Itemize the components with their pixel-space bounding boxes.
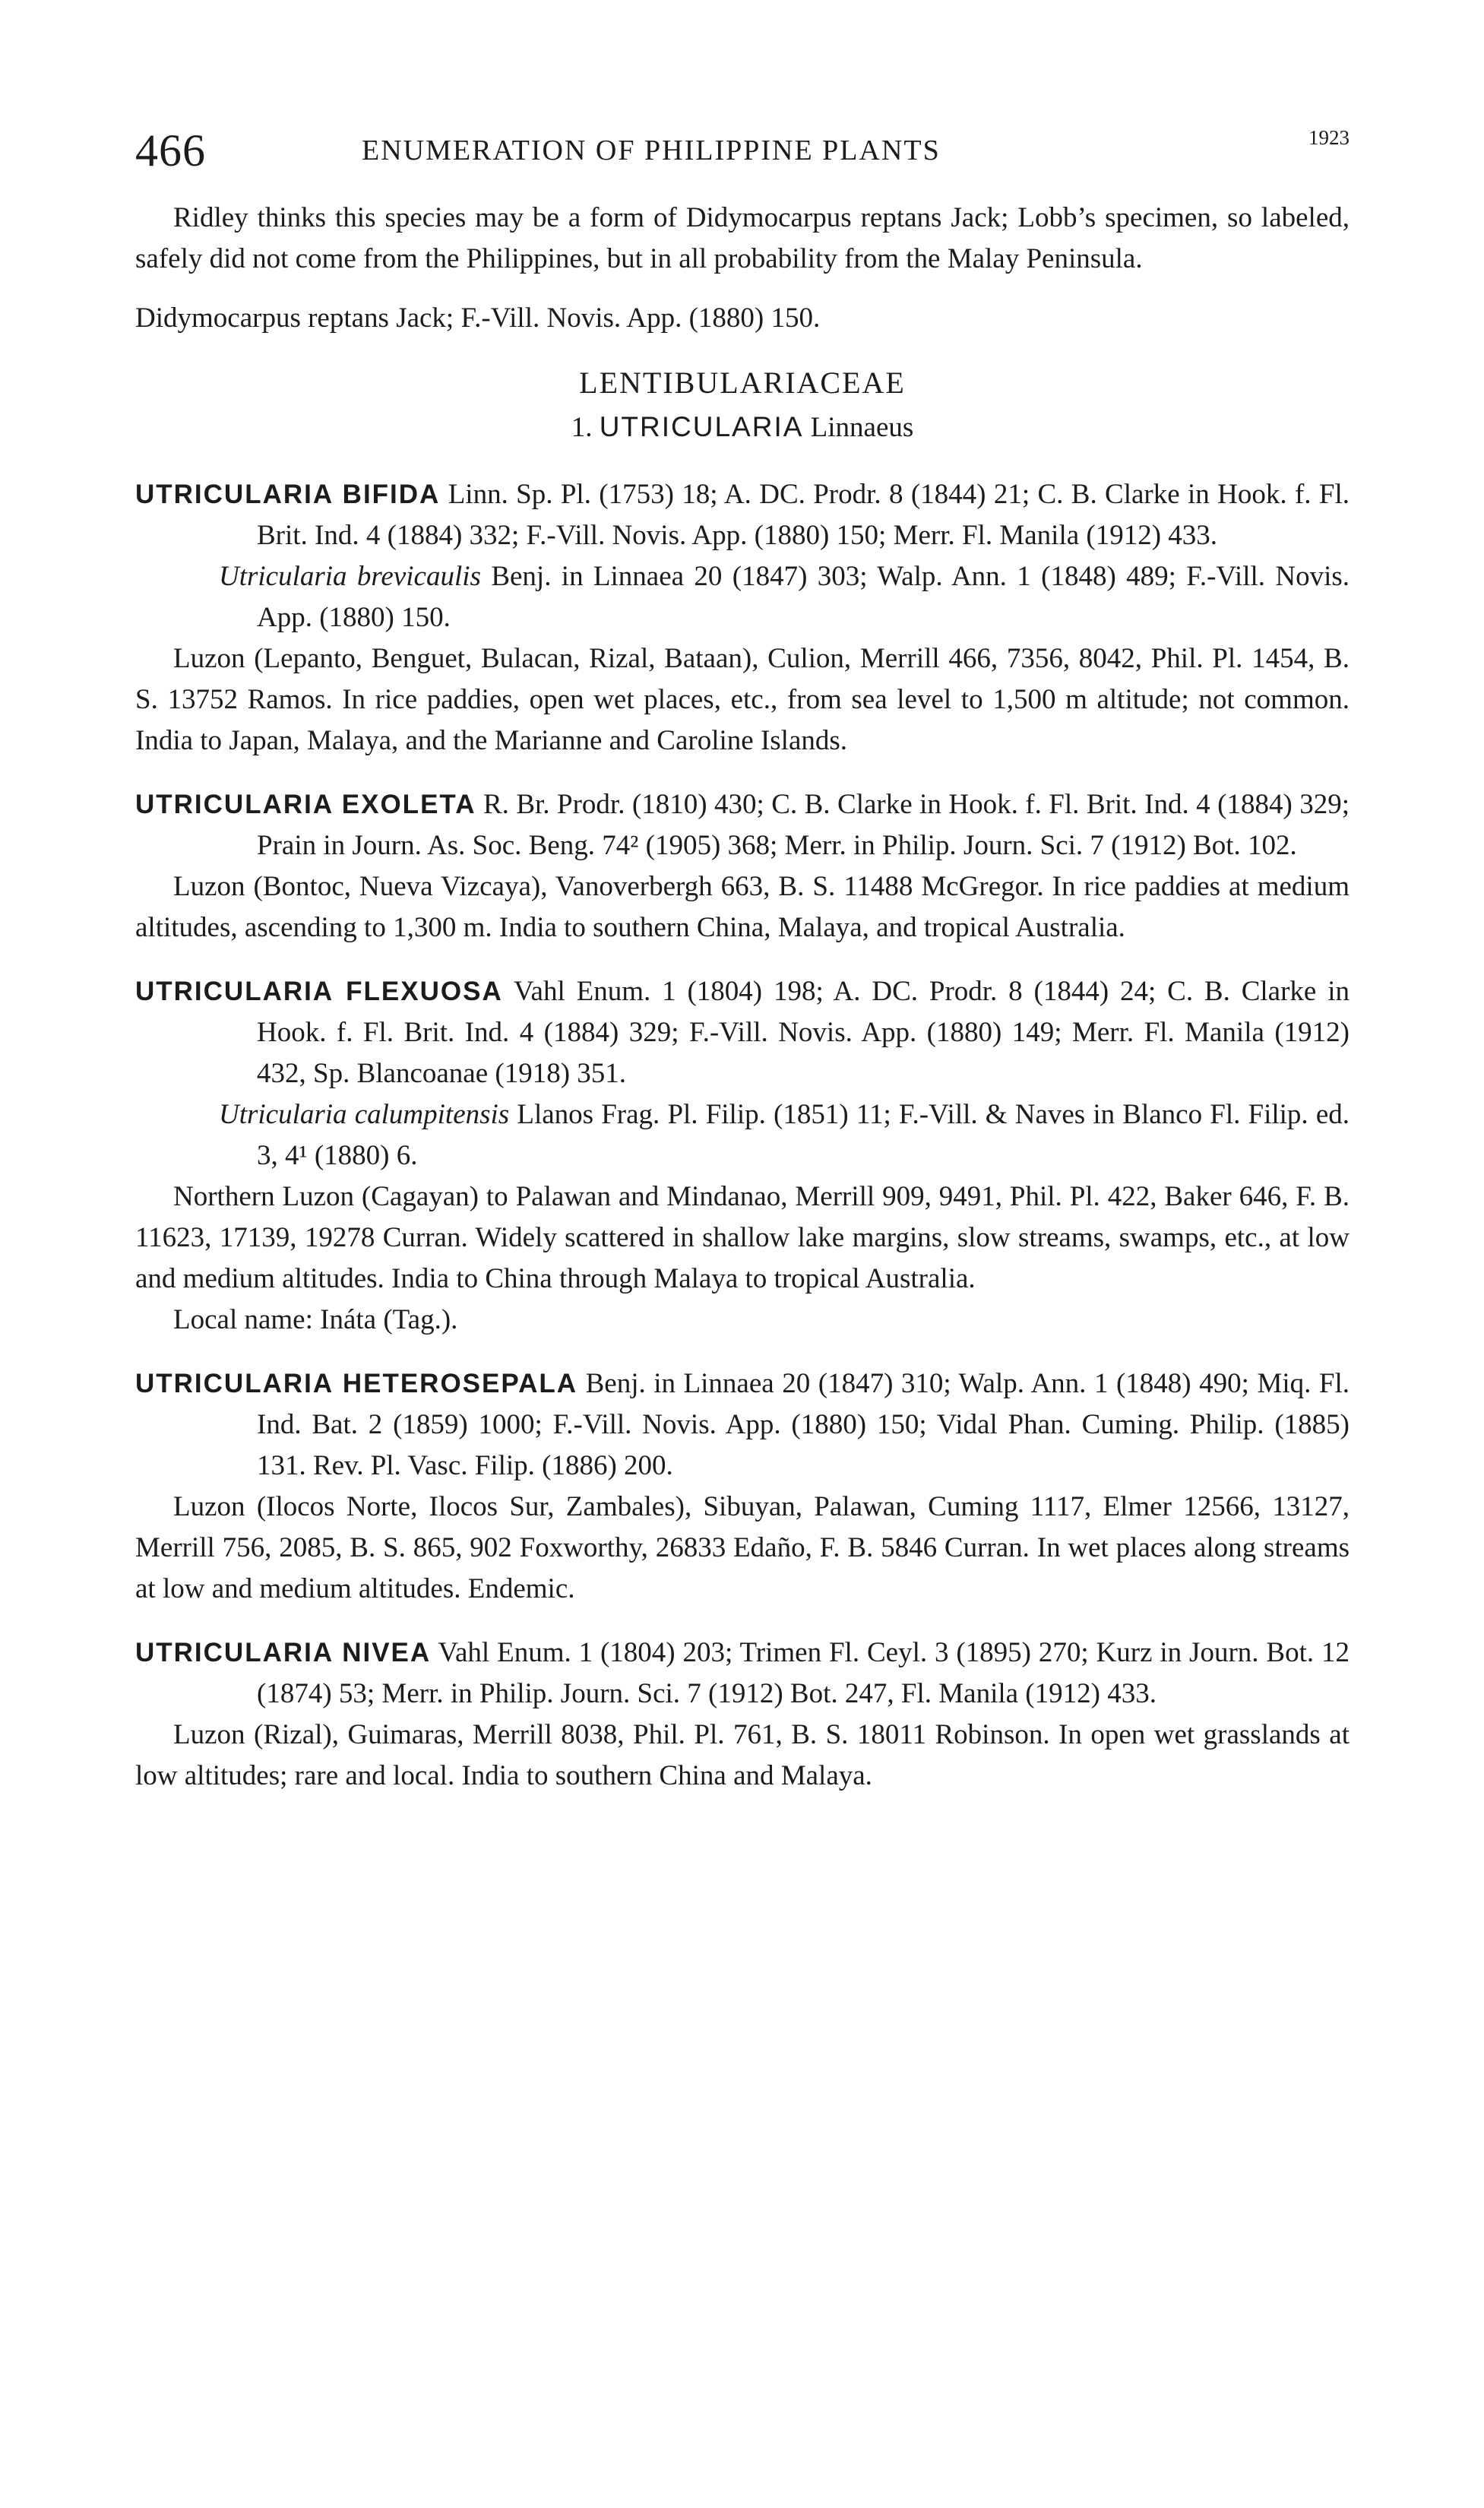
species-citation: Benj. in Linnaea 20 (1847) 310; Walp. Ann. 1 (1848) 490; Miq. Fl. Ind. Bat. 2 (1859) 1000; F.-Vill. Novis. App. (1880) 150; Vidal Phan. Cuming. Philip. (1885) 131. Rev. Pl. Vasc. Filip. (1886) 200. <box>257 1368 1350 1481</box>
synonym-citation: Benj. in Linnaea 20 (1847) 303; Walp. Ann. 1 (1848) 489; F.-Vill. Novis. App. (1880) 150. <box>257 561 1350 633</box>
synonym-name: Utricularia brevicaulis <box>219 561 481 592</box>
page-number: 466 <box>135 125 206 176</box>
species-heading <box>135 971 1350 1094</box>
synonym <box>135 1094 1350 1176</box>
distribution: Luzon (Lepanto, Benguet, Bulacan, Rizal, Bataan), Culion, Merrill 466, 7356, 8042, Phil. Pl. 1454, B. S. 13752 Ramos. In rice paddies, open wet places, etc., from sea level to 1,500 m altitude; not common. India to Japan, Malaya, and the Marianne and Caroline Islands. <box>135 643 1350 756</box>
local-name: Local name: Ináta (Tag.). <box>173 1304 458 1335</box>
genus-author: Linnaeus <box>810 412 914 443</box>
synonym <box>135 556 1350 638</box>
species-entry-exoleta <box>135 784 1350 948</box>
species-name: UTRICULARIA HETEROSEPALA <box>135 1369 578 1398</box>
species-name: UTRICULARIA FLEXUOSA <box>135 977 503 1006</box>
species-name: UTRICULARIA BIFIDA <box>135 480 441 509</box>
genus-heading <box>135 411 1350 444</box>
header-year: 1923 <box>1308 126 1350 149</box>
species-citation: R. Br. Prodr. (1810) 430; C. B. Clarke in Hook. f. Fl. Brit. Ind. 4 (1884) 329; Prain in Journ. As. Soc. Beng. 74² (1905) 368; Merr. in Philip. Journ. Sci. 7 (1912) Bot. 102. <box>257 789 1350 861</box>
family-heading: LENTIBULARIACEAE <box>579 366 906 400</box>
distribution: Luzon (Rizal), Guimaras, Merrill 8038, Phil. Pl. 761, B. S. 18011 Robinson. In open wet grasslands at low altitudes; rare and local. India to southern China and Malaya. <box>135 1719 1350 1791</box>
species-name: UTRICULARIA NIVEA <box>135 1638 432 1667</box>
species-entry-flexuosa <box>135 971 1350 1341</box>
running-title: ENUMERATION OF PHILIPPINE PLANTS <box>362 135 941 166</box>
species-heading <box>135 474 1350 556</box>
species-citation: Linn. Sp. Pl. (1753) 18; A. DC. Prodr. 8 (1844) 21; C. B. Clarke in Hook. f. Fl. Brit. Ind. 4 (1884) 332; F.-Vill. Novis. App. (1880) 150; Merr. Fl. Manila (1912) 433. <box>257 479 1350 551</box>
book-page <box>135 114 1350 1819</box>
species-name: UTRICULARIA EXOLETA <box>135 790 476 819</box>
synonym-citation: Llanos Frag. Pl. Filip. (1851) 11; F.-Vill. & Naves in Blanco Fl. Filip. ed. 3, 4¹ (1880) 6. <box>257 1099 1350 1171</box>
distribution: Northern Luzon (Cagayan) to Palawan and Mindanao, Merrill 909, 9491, Phil. Pl. 422, Baker 646, F. B. 11623, 17139, 19278 Curran. Widely scattered in shallow lake margins, slow streams, swamps, etc., at low and medium altitudes. India to China through Malaya to tropical Australia. <box>135 1181 1350 1294</box>
genus-number: 1. <box>571 412 593 443</box>
species-heading <box>135 1632 1350 1715</box>
distribution: Luzon (Ilocos Norte, Ilocos Sur, Zambales), Sibuyan, Palawan, Cuming 1117, Elmer 12566, 13127, Merrill 756, 2085, B. S. 865, 902 Foxworthy, 26833 Edaño, F. B. 5846 Curran. In wet places along streams at low and medium altitudes. Endemic. <box>135 1491 1350 1604</box>
species-heading <box>135 1363 1350 1487</box>
species-entry-bifida <box>135 474 1350 762</box>
species-heading <box>135 784 1350 866</box>
synonym-name: Utricularia calumpitensis <box>219 1099 510 1130</box>
running-header <box>135 114 1350 198</box>
genus-name: UTRICULARIA <box>599 411 804 442</box>
species-entry-nivea <box>135 1632 1350 1797</box>
species-citation: Vahl Enum. 1 (1804) 198; A. DC. Prodr. 8 (1844) 24; C. B. Clarke in Hook. f. Fl. Brit. Ind. 4 (1884) 329; F.-Vill. Novis. App. (1880) 149; Merr. Fl. Manila (1912) 432, Sp. Blancoanae (1918) 351. <box>257 976 1350 1089</box>
species-entry-heterosepala <box>135 1363 1350 1610</box>
species-citation: Vahl Enum. 1 (1804) 203; Trimen Fl. Ceyl. 3 (1895) 270; Kurz in Journ. Bot. 12 (1874) 53; Merr. in Philip. Journ. Sci. 7 (1912) Bot. 247, Fl. Manila (1912) 433. <box>257 1637 1350 1709</box>
distribution: Luzon (Bontoc, Nueva Vizcaya), Vanoverbergh 663, B. S. 11488 McGregor. In rice paddies at medium altitudes, ascending to 1,300 m. India to southern China, Malaya, and tropical Australia. <box>135 871 1350 943</box>
intro-paragraph: Ridley thinks this species may be a form of Didymocarpus reptans Jack; Lobb’s specimen, so labeled, safely did not come from the Philippines, but in all probability from the Malay Peninsula. <box>135 202 1350 274</box>
intro-reference: Didymocarpus reptans Jack; F.-Vill. Novis. App. (1880) 150. <box>135 302 821 334</box>
